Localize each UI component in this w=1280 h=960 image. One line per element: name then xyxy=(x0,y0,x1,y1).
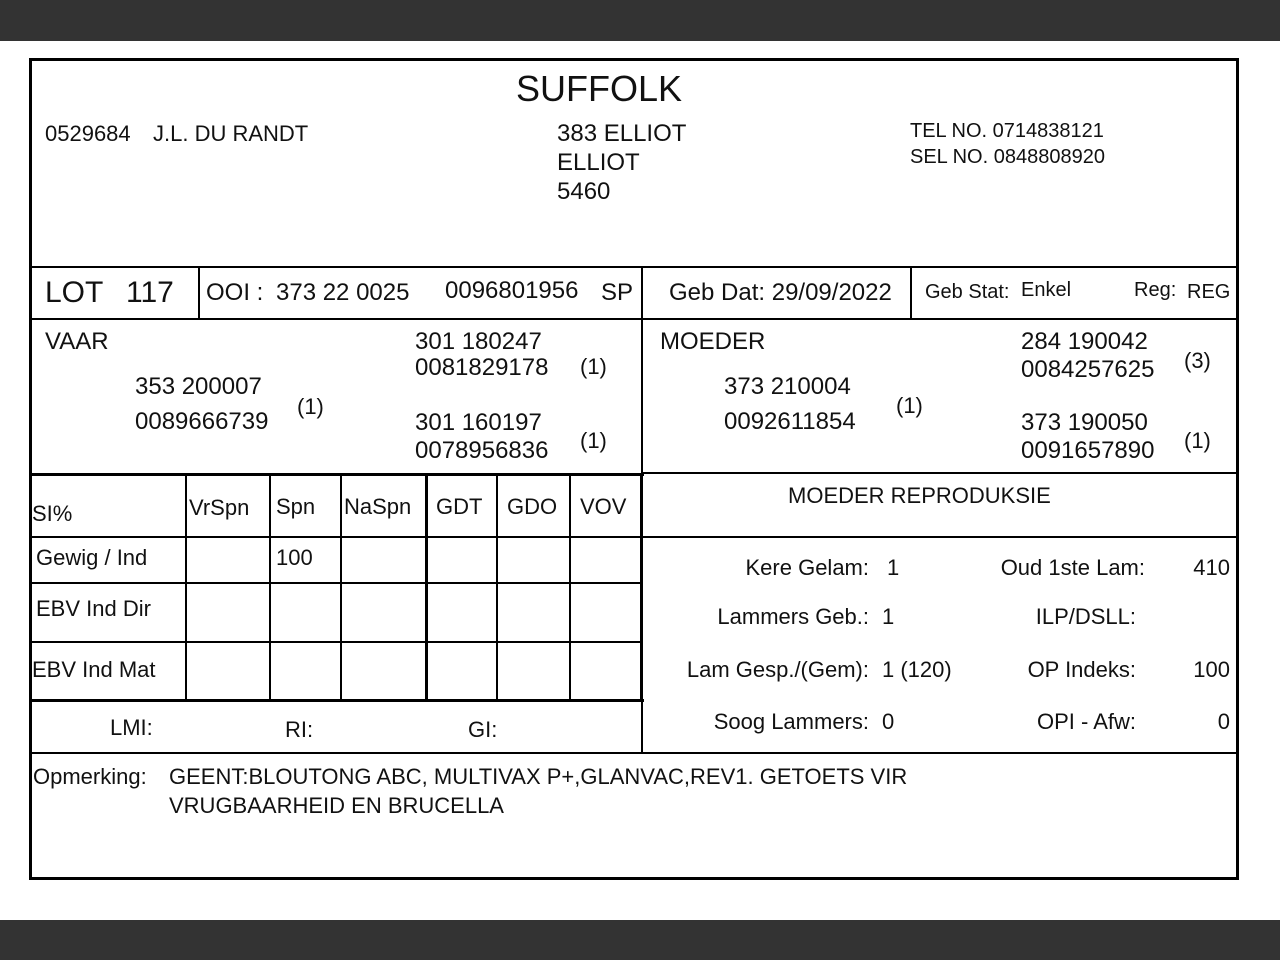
dam-dam-number: 373 190050 xyxy=(1021,409,1148,436)
dam-number: 373 210004 xyxy=(724,373,851,400)
perf-header-gdt: GDT xyxy=(436,494,483,519)
dam-label: MOEDER xyxy=(660,328,766,355)
sire-number: 353 200007 xyxy=(135,373,262,400)
dam-sire-count: (3) xyxy=(1184,348,1211,373)
perf-row1-bottom-line xyxy=(32,582,642,584)
op-indeks-value: 100 xyxy=(1193,657,1230,682)
perf-col-divider-1 xyxy=(185,476,187,700)
reg-value: REG xyxy=(1187,281,1231,303)
perf-col-divider-6 xyxy=(569,476,571,700)
animal-id-number: 0096801956 xyxy=(445,277,579,304)
lmi-label: LMI: xyxy=(110,715,153,740)
reproduction-title: MOEDER REPRODUKSIE xyxy=(788,483,1051,508)
remarks-top-line xyxy=(32,752,1238,754)
perf-table-bottom-line xyxy=(32,699,644,702)
remarks-line2: VRUGBAARHEID EN BRUCELLA xyxy=(169,793,504,818)
perf-col-divider-4 xyxy=(425,474,428,701)
owner-postal-code: 5460 xyxy=(557,178,611,205)
perf-header-gdo: GDO xyxy=(507,494,558,519)
perf-col-divider-5 xyxy=(496,476,498,700)
perf-row-label: Gewig / Ind xyxy=(36,545,148,570)
soog-lammers-value: 0 xyxy=(882,709,895,734)
lam-gesp-value: 1 (120) xyxy=(882,657,952,682)
lammers-geb-label: Lammers Geb.: xyxy=(717,604,869,629)
perf-cell: 100 xyxy=(276,545,313,570)
ooi-label: OOI : xyxy=(206,279,264,306)
birth-status-value: Enkel xyxy=(1021,279,1072,301)
sire-id: 0089666739 xyxy=(135,408,269,435)
lot-divider-3 xyxy=(910,266,912,319)
dam-sire-id: 0084257625 xyxy=(1021,356,1155,383)
perf-header-si: SI% xyxy=(32,501,73,526)
dam-id: 0092611854 xyxy=(724,408,856,435)
oud-1ste-lam-label: Oud 1ste Lam: xyxy=(1000,555,1145,580)
perf-header-bottom-line xyxy=(32,536,1238,538)
opi-afw-value: 0 xyxy=(1217,709,1230,734)
oud-1ste-lam-value: 410 xyxy=(1193,555,1230,580)
sire-label: VAAR xyxy=(45,328,109,355)
breed-title: SUFFOLK xyxy=(516,68,683,109)
lot-row-bottom-line xyxy=(32,318,1238,320)
sire-dam-id: 0078956836 xyxy=(415,437,549,464)
remarks-label: Opmerking: xyxy=(33,764,147,789)
perf-col-divider-3 xyxy=(340,476,342,700)
sire-sire-id: 0081829178 xyxy=(415,354,549,381)
soog-lammers-label: Soog Lammers: xyxy=(713,709,869,734)
owner-number: 0529684 xyxy=(45,121,131,146)
op-indeks-label: OP Indeks: xyxy=(1027,657,1136,682)
reg-label: Reg: xyxy=(1134,279,1177,301)
ri-label: RI: xyxy=(285,717,314,742)
perf-row2-bottom-line xyxy=(32,641,642,643)
birth-status-label: Geb Stat: xyxy=(925,281,1010,303)
sire-dam-count: (1) xyxy=(580,428,607,453)
lot-label: LOT xyxy=(45,276,104,309)
owner-address-line1: 383 ELLIOT xyxy=(557,120,687,147)
lot-row-top-line xyxy=(32,266,1238,268)
remarks-line1: GEENT:BLOUTONG ABC, MULTIVAX P+,GLANVAC,REV1. GETOETS VIR xyxy=(169,764,908,789)
birth-date: Geb Dat: 29/09/2022 xyxy=(669,279,892,306)
perf-header-vrspn: VrSpn xyxy=(189,495,250,520)
ooi-value: 373 22 0025 xyxy=(276,279,410,306)
owner-tel: TEL NO. 0714838121 xyxy=(910,120,1104,142)
lot-number: 117 xyxy=(126,276,174,309)
perf-col-divider-2 xyxy=(269,476,271,700)
sire-sire-count: (1) xyxy=(580,354,607,379)
lot-divider-1 xyxy=(198,266,200,319)
perf-row-label: EBV Ind Mat xyxy=(32,657,156,682)
dam-sire-number: 284 190042 xyxy=(1021,328,1148,355)
top-dark-bar xyxy=(0,0,1280,41)
lammers-geb-value: 1 xyxy=(882,604,895,629)
sire-sire-number: 301 180247 xyxy=(415,328,542,355)
perf-header-naspn: NaSpn xyxy=(344,494,412,519)
owner-sel: SEL NO. 0848808920 xyxy=(910,146,1105,168)
lot-divider-2 xyxy=(641,266,643,319)
animal-id-suffix: SP xyxy=(601,279,634,306)
gi-label: GI: xyxy=(468,717,498,742)
perf-header-spn: Spn xyxy=(276,494,316,519)
sire-count: (1) xyxy=(297,394,324,419)
kere-gelam-label: Kere Gelam: xyxy=(745,555,869,580)
perf-table-top-line xyxy=(32,473,644,476)
lam-gesp-label: Lam Gesp./(Gem): xyxy=(686,657,869,682)
dam-count: (1) xyxy=(896,393,923,418)
dam-dam-id: 0091657890 xyxy=(1021,437,1155,464)
ilp-dsll-label: ILP/DSLL: xyxy=(1035,604,1136,629)
lot-card xyxy=(29,58,1239,880)
pedigree-right-bottom-line xyxy=(641,472,1238,474)
dam-dam-count: (1) xyxy=(1184,428,1211,453)
sire-dam-number: 301 160197 xyxy=(415,409,542,436)
kere-gelam-value: 1 xyxy=(887,555,900,580)
owner-address-line2: ELLIOT xyxy=(557,149,640,176)
perf-header-vov: VOV xyxy=(580,494,627,519)
opi-afw-label: OPI - Afw: xyxy=(1036,709,1136,734)
perf-row-label: EBV Ind Dir xyxy=(36,596,151,621)
pedigree-divider xyxy=(641,318,643,474)
owner-name: J.L. DU RANDT xyxy=(153,121,309,146)
bottom-dark-bar xyxy=(0,920,1280,960)
